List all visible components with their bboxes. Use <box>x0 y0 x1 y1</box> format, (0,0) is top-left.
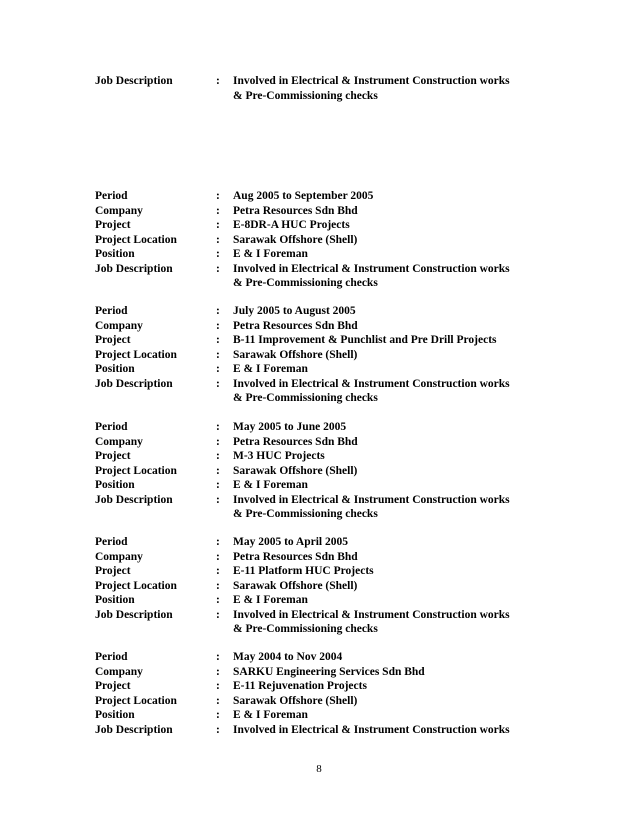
job-entry <box>95 650 555 737</box>
project-row <box>95 218 555 233</box>
project-location-label: Project Location <box>95 464 177 477</box>
project-label: Project <box>95 334 131 346</box>
separator-colon: : <box>216 694 220 707</box>
job-description-label: Job Description <box>95 723 173 736</box>
separator-colon: : <box>216 435 220 448</box>
period-row <box>95 189 555 204</box>
project-location-value: Sarawak Offshore (Shell) <box>233 464 358 477</box>
project-location-value: Sarawak Offshore (Shell) <box>233 579 358 592</box>
position-value: E & I Foreman <box>233 479 308 491</box>
company-label: Company <box>95 319 143 332</box>
separator-colon: : <box>216 204 220 217</box>
position-value: E & I Foreman <box>233 248 308 260</box>
job-description-value: Involved in Electrical & Instrument Construction works <box>233 608 510 621</box>
company-label: Company <box>95 204 143 217</box>
separator-colon: : <box>216 479 220 491</box>
page-number: 8 <box>316 763 322 775</box>
period-label: Period <box>95 421 128 433</box>
period-label: Period <box>95 190 128 202</box>
project-value: B-11 Improvement & Punchlist and Pre Drill Projects <box>233 334 497 346</box>
position-label: Position <box>95 248 135 260</box>
separator-colon: : <box>216 723 220 736</box>
project-location-value: Sarawak Offshore (Shell) <box>233 694 358 707</box>
job-description-label: Job Description <box>95 377 173 390</box>
project-row <box>95 333 555 348</box>
company-value: Petra Resources Sdn Bhd <box>233 435 358 448</box>
project-value: E-11 Platform HUC Projects <box>233 565 374 577</box>
position-row <box>95 247 555 262</box>
project-value: M-3 HUC Projects <box>233 450 325 462</box>
separator-colon: : <box>216 680 220 692</box>
job-description-continuation: & Pre-Commissioning checks <box>233 277 378 289</box>
position-value: E & I Foreman <box>233 363 308 375</box>
company-value: Petra Resources Sdn Bhd <box>233 550 358 563</box>
position-row <box>95 593 555 608</box>
job-description-value: Involved in Electrical & Instrument Construction works <box>233 377 510 390</box>
separator-colon: : <box>216 233 220 246</box>
company-value: Petra Resources Sdn Bhd <box>233 204 358 217</box>
job-description-label: Job Description <box>95 493 173 506</box>
job-description-row <box>95 608 555 623</box>
job-description-row <box>95 723 555 738</box>
company-value: SARKU Engineering Services Sdn Bhd <box>233 665 425 678</box>
company-label: Company <box>95 665 143 678</box>
project-location-label: Project Location <box>95 348 177 361</box>
separator-colon: : <box>216 190 220 202</box>
project-row <box>95 564 555 579</box>
separator-colon: : <box>216 75 220 87</box>
project-value: E-8DR-A HUC Projects <box>233 219 350 231</box>
separator-colon: : <box>216 248 220 260</box>
separator-colon: : <box>216 319 220 332</box>
company-label: Company <box>95 435 143 448</box>
separator-colon: : <box>216 377 220 390</box>
project-location-label: Project Location <box>95 694 177 707</box>
project-location-row <box>95 348 555 363</box>
separator-colon: : <box>216 651 220 663</box>
job-description-continuation: & Pre-Commissioning checks <box>233 508 378 520</box>
job-entry <box>95 535 555 637</box>
separator-colon: : <box>216 305 220 317</box>
project-location-row <box>95 233 555 248</box>
period-label: Period <box>95 305 128 317</box>
project-value: E-11 Rejuvenation Projects <box>233 680 367 692</box>
period-label: Period <box>95 651 128 663</box>
position-label: Position <box>95 363 135 375</box>
position-row <box>95 708 555 723</box>
position-label: Position <box>95 479 135 491</box>
job-description-label: Job Description <box>95 608 173 621</box>
job-description-row <box>95 262 555 277</box>
company-row <box>95 550 555 565</box>
separator-colon: : <box>216 536 220 548</box>
job-description-continuation: & Pre-Commissioning checks <box>233 623 378 635</box>
job-description-continuation-row <box>95 391 555 406</box>
project-location-label: Project Location <box>95 579 177 592</box>
job-description-value: Involved in Electrical & Instrument Construction works <box>233 723 510 736</box>
separator-colon: : <box>216 219 220 231</box>
company-row <box>95 435 555 450</box>
position-value: E & I Foreman <box>233 709 308 721</box>
separator-colon: : <box>216 348 220 361</box>
job-description-continuation-row <box>95 276 555 291</box>
project-location-value: Sarawak Offshore (Shell) <box>233 348 358 361</box>
job-description-continuation-row <box>95 507 555 522</box>
job-entry <box>95 304 555 406</box>
job-description-value: Involved in Electrical & Instrument Construction works <box>233 493 510 506</box>
period-value: May 2005 to June 2005 <box>233 421 347 433</box>
job-description-value: Involved in Electrical & Instrument Construction works <box>233 262 510 275</box>
separator-colon: : <box>216 608 220 621</box>
job-description-row <box>95 493 555 508</box>
job-description-label: Job Description <box>95 75 173 87</box>
job-description-value: Involved in Electrical & Instrument Construction works <box>233 75 510 87</box>
project-location-row <box>95 579 555 594</box>
job-description-continuation-row <box>95 622 555 637</box>
separator-colon: : <box>216 665 220 678</box>
company-label: Company <box>95 550 143 563</box>
job-entry <box>95 420 555 522</box>
project-row <box>95 449 555 464</box>
period-row <box>95 535 555 550</box>
project-label: Project <box>95 565 131 577</box>
job-description-label: Job Description <box>95 262 173 275</box>
position-row <box>95 362 555 377</box>
period-value: May 2004 to Nov 2004 <box>233 651 343 663</box>
job-entry <box>95 189 555 291</box>
separator-colon: : <box>216 464 220 477</box>
separator-colon: : <box>216 262 220 275</box>
period-row <box>95 304 555 319</box>
separator-colon: : <box>216 421 220 433</box>
project-location-row <box>95 694 555 709</box>
period-value: May 2005 to April 2005 <box>233 536 348 548</box>
separator-colon: : <box>216 579 220 592</box>
job-entry-top <box>95 74 555 103</box>
project-label: Project <box>95 680 131 692</box>
company-row <box>95 665 555 680</box>
position-row <box>95 478 555 493</box>
separator-colon: : <box>216 493 220 506</box>
position-label: Position <box>95 709 135 721</box>
separator-colon: : <box>216 594 220 606</box>
job-description-continuation-row <box>95 89 555 104</box>
period-row <box>95 420 555 435</box>
job-description-row <box>95 74 555 89</box>
period-value: July 2005 to August 2005 <box>233 305 356 317</box>
job-description-row <box>95 377 555 392</box>
company-row <box>95 319 555 334</box>
position-label: Position <box>95 594 135 606</box>
project-location-row <box>95 464 555 479</box>
project-location-label: Project Location <box>95 233 177 246</box>
project-label: Project <box>95 450 131 462</box>
separator-colon: : <box>216 550 220 563</box>
separator-colon: : <box>216 565 220 577</box>
project-label: Project <box>95 219 131 231</box>
company-row <box>95 204 555 219</box>
period-row <box>95 650 555 665</box>
separator-colon: : <box>216 334 220 346</box>
project-row <box>95 679 555 694</box>
company-value: Petra Resources Sdn Bhd <box>233 319 358 332</box>
job-description-continuation: & Pre-Commissioning checks <box>233 392 378 404</box>
period-label: Period <box>95 536 128 548</box>
period-value: Aug 2005 to September 2005 <box>233 190 374 202</box>
job-description-continuation: & Pre-Commissioning checks <box>233 89 378 102</box>
separator-colon: : <box>216 709 220 721</box>
separator-colon: : <box>216 363 220 375</box>
project-location-value: Sarawak Offshore (Shell) <box>233 233 358 246</box>
separator-colon: : <box>216 450 220 462</box>
position-value: E & I Foreman <box>233 594 308 606</box>
